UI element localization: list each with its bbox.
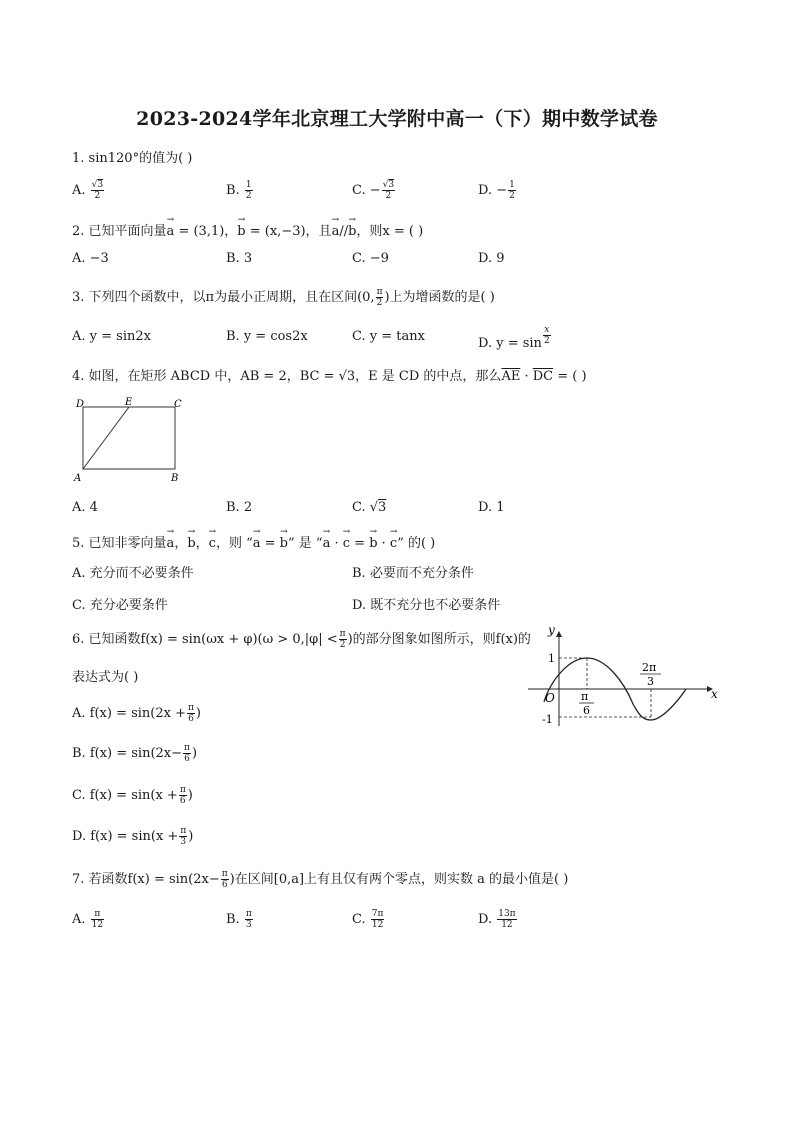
question-4-stem [72, 365, 587, 384]
q3-num: π [376, 287, 383, 297]
q6-b-text: B. f(x) = sin(2x− [72, 746, 183, 761]
q6-b-close: ) [191, 746, 198, 761]
q6-text-a: 6. 已知函数f(x) = sin(ωx + φ)(ω > 0,|φ| < [72, 632, 338, 647]
q1-option-d[interactable] [478, 180, 517, 201]
q2-text-a: 2. 已知平面向量 [72, 224, 167, 239]
q7-a-frac [91, 909, 104, 930]
q4-option-b[interactable]: B. 2 [226, 500, 253, 515]
q6-a-frac [187, 703, 195, 724]
q3-text-a: 3. 下列四个函数中，以π为最小正周期，且在区间(0, [72, 290, 375, 305]
q2-option-c[interactable]: C. −9 [352, 251, 389, 266]
question-6-stem-2: 表达式为( ) [72, 670, 139, 685]
q6-a-close: ) [195, 706, 201, 721]
q1-d-label: D. − [478, 183, 508, 198]
q2-option-a[interactable]: A. −3 [72, 251, 109, 266]
q6-b-den: 6 [184, 754, 190, 764]
q7-option-d[interactable] [478, 909, 518, 930]
q5-v6: → a [323, 536, 331, 551]
q6-c-text: C. f(x) = sin(x + [72, 788, 178, 803]
q7-a-num: π [91, 909, 104, 920]
q7-a-label: A. [72, 912, 90, 927]
q1-a-label: A. [72, 183, 90, 198]
q3-option-d[interactable] [478, 325, 552, 351]
q5-v1: → a [167, 536, 175, 551]
graph-x-label: x [711, 687, 718, 701]
q2-parallel: // [339, 224, 349, 239]
q3-frac [376, 287, 384, 308]
graph-tick-2pi: 2π [642, 661, 657, 674]
q3-den: 2 [376, 298, 383, 308]
q4-vec-dc: $\overline{DC}$ [532, 369, 554, 384]
q2-option-d[interactable]: D. 9 [478, 251, 505, 266]
label-d: D [76, 399, 85, 410]
label-e: E [125, 397, 133, 408]
q2-eq1: = (3,1)， [174, 224, 238, 239]
label-b: B [171, 473, 179, 484]
q5-option-b[interactable]: B. 必要而不充分条件 [352, 566, 474, 581]
q1-option-a[interactable] [72, 180, 105, 201]
page-title: 2023-2024学年北京理工大学附中高一（下）期中数学试卷 [136, 108, 658, 130]
q7-b-num: π [245, 909, 252, 919]
q6-option-a[interactable] [72, 703, 201, 724]
q5-v2: → b [187, 536, 195, 551]
question-5-stem [72, 532, 435, 551]
q7-d-num: 13π [498, 909, 516, 919]
q1-option-b[interactable]: B. $\frac{1}{2}$ [226, 180, 252, 201]
graph-tick-pi: π [581, 690, 589, 703]
q1-b-num: 1 [245, 180, 252, 190]
q6-c-num: π [179, 785, 186, 795]
q4-c-value: 3 [378, 500, 387, 515]
q7-c-num: 7π [371, 909, 384, 919]
q6-a-den: 6 [188, 714, 194, 724]
q3-d-num: x [544, 325, 550, 335]
q1-d-frac [508, 180, 516, 201]
q5-v7: → c [343, 536, 350, 551]
q7-b-label: B. [226, 912, 244, 927]
q7-num: π [221, 869, 228, 879]
question-3-stem [72, 286, 495, 308]
q4-text-b: = ( ) [553, 369, 587, 384]
question-6-stem [72, 628, 531, 650]
q3-d-frac [543, 325, 551, 346]
graph-tick-3: 3 [647, 675, 654, 688]
q6-c-frac [179, 785, 187, 806]
q4-option-c[interactable]: C. √3 [352, 500, 387, 515]
q1-text-b: °的值为( ) [132, 151, 193, 166]
q7-c-frac [371, 909, 385, 930]
q6-b-num: π [184, 743, 190, 753]
q6-num: π [339, 629, 346, 639]
q6-d-num: π [180, 826, 187, 836]
q5-t10: ” 的( ) [397, 536, 436, 551]
q2-option-b[interactable]: B. 3 [226, 251, 253, 266]
q6-c-den: 6 [179, 796, 186, 806]
q6-d-close: ) [188, 829, 194, 844]
q6-option-b[interactable] [72, 743, 197, 764]
q4-dot: · [520, 369, 533, 384]
q3-option-a[interactable]: A. y = sin2x [72, 329, 151, 344]
q6-frac [339, 629, 347, 650]
question-1-stem [72, 147, 192, 166]
q4-option-a[interactable]: A. 4 [72, 500, 98, 515]
q7-b-frac [245, 909, 253, 930]
q1-a-num: 3 [97, 180, 104, 190]
q6-option-c[interactable] [72, 785, 193, 806]
q5-t9: · [377, 536, 390, 551]
q6-den: 2 [339, 640, 346, 650]
q3-option-b[interactable]: B. y = cos2x [226, 329, 308, 344]
q5-option-c[interactable]: C. 充分必要条件 [72, 598, 168, 613]
q1-c-label: C. − [352, 183, 381, 198]
q5-option-d[interactable]: D. 既不充分也不必要条件 [352, 598, 501, 613]
q1-a-den: 2 [94, 191, 101, 201]
q6-text-b: )的部分图象如图所示，则f(x)的 [347, 632, 531, 647]
rectangle-figure [70, 395, 190, 485]
q1-b-den: 2 [245, 191, 252, 201]
q5-v8: → b [369, 536, 377, 551]
q7-option-b[interactable] [226, 909, 254, 930]
q5-v4: → a [253, 536, 261, 551]
q1-option-c[interactable] [352, 180, 396, 201]
q7-c-den: 12 [371, 920, 384, 930]
q6-a-text: A. f(x) = sin(2x + [72, 706, 186, 721]
q3-d-text: D. y = sin [478, 336, 542, 351]
q3-option-c[interactable]: C. y = tanx [352, 329, 425, 344]
q5-t8: = [350, 536, 370, 551]
q4-text-a: 4. 如图，在矩形 ABCD 中，AB = 2，BC = √3，E 是 CD 的中点，那么 [72, 369, 502, 384]
q7-option-c[interactable] [352, 909, 385, 930]
q2-vec-a2: → a [332, 224, 340, 239]
q7-d-frac [497, 909, 516, 930]
q4-vec-ae: $\overline{AE}$ [501, 369, 521, 384]
q1-c-frac: $\frac{√3}{2}$ [382, 180, 395, 201]
q7-text-b: )在区间[0,a]上有且仅有两个零点，则实数 a 的最小值是( ) [229, 872, 569, 887]
q6-d-den: 3 [180, 837, 187, 847]
q7-b-den: 3 [245, 920, 252, 930]
q6-d-frac [179, 826, 187, 847]
graph-origin: O [545, 691, 555, 705]
q5-v5: → b [280, 536, 288, 551]
q1-d-den: 2 [509, 191, 515, 201]
graph-tick-1: 1 [548, 652, 555, 665]
q2-vec-b2: → b [348, 224, 356, 239]
q4-option-d[interactable]: D. 1 [478, 500, 505, 515]
question-2-stem [72, 220, 423, 239]
q5-t5: = [260, 536, 280, 551]
q7-den: 6 [221, 880, 228, 890]
q2-vec-b: → b [237, 224, 245, 239]
q6-b-frac [183, 743, 191, 764]
q3-text-b: )上为增函数的是( ) [384, 290, 495, 305]
q7-c-label: C. [352, 912, 370, 927]
sine-graph [526, 622, 726, 732]
q6-d-text: D. f(x) = sin(x + [72, 829, 179, 844]
q2-vec-a: → a [167, 224, 175, 239]
q1-d-num: 1 [509, 180, 515, 190]
label-a: A [74, 473, 82, 484]
q5-t2: ， [174, 536, 188, 551]
q1-a-frac: $\frac{√3}{2}$ [91, 180, 104, 201]
q6-option-d[interactable] [72, 826, 193, 847]
q1-b-frac [245, 180, 253, 201]
q1-text-a: 1. sin120 [72, 151, 133, 166]
q4-c-label: C. [352, 500, 370, 515]
graph-tick-6: 6 [583, 704, 590, 717]
q7-d-den: 12 [501, 920, 513, 930]
q5-option-a[interactable]: A. 充分而不必要条件 [72, 566, 194, 581]
q7-text-a: 7. 若函数f(x) = sin(2x− [72, 872, 220, 887]
q3-d-den: 2 [543, 336, 550, 346]
q5-t4: ，则 “ [215, 536, 253, 551]
label-c: C [174, 399, 182, 410]
q5-t3: ， [195, 536, 209, 551]
q6-c-close: ) [187, 788, 193, 803]
q5-t7: · [330, 536, 343, 551]
q2-eq2: = (x,−3)，且 [245, 224, 332, 239]
q7-frac [221, 869, 229, 890]
q2-text-b: ，则x = ( ) [356, 224, 424, 239]
q7-option-a[interactable] [72, 909, 105, 930]
q7-d-label: D. [478, 912, 497, 927]
q6-a-num: π [188, 703, 194, 713]
q5-t6: ” 是 “ [288, 536, 323, 551]
q7-a-den: 12 [91, 920, 104, 930]
q5-v9: → c [390, 536, 397, 551]
q1-c-num: 3 [388, 180, 395, 190]
question-7-stem [72, 868, 568, 890]
q5-t1: 5. 已知非零向量 [72, 536, 167, 551]
q5-v3: → c [209, 536, 216, 551]
graph-tick-neg1: -1 [542, 713, 553, 726]
graph-y-label: y [548, 623, 555, 637]
q1-c-den: 2 [385, 191, 392, 201]
